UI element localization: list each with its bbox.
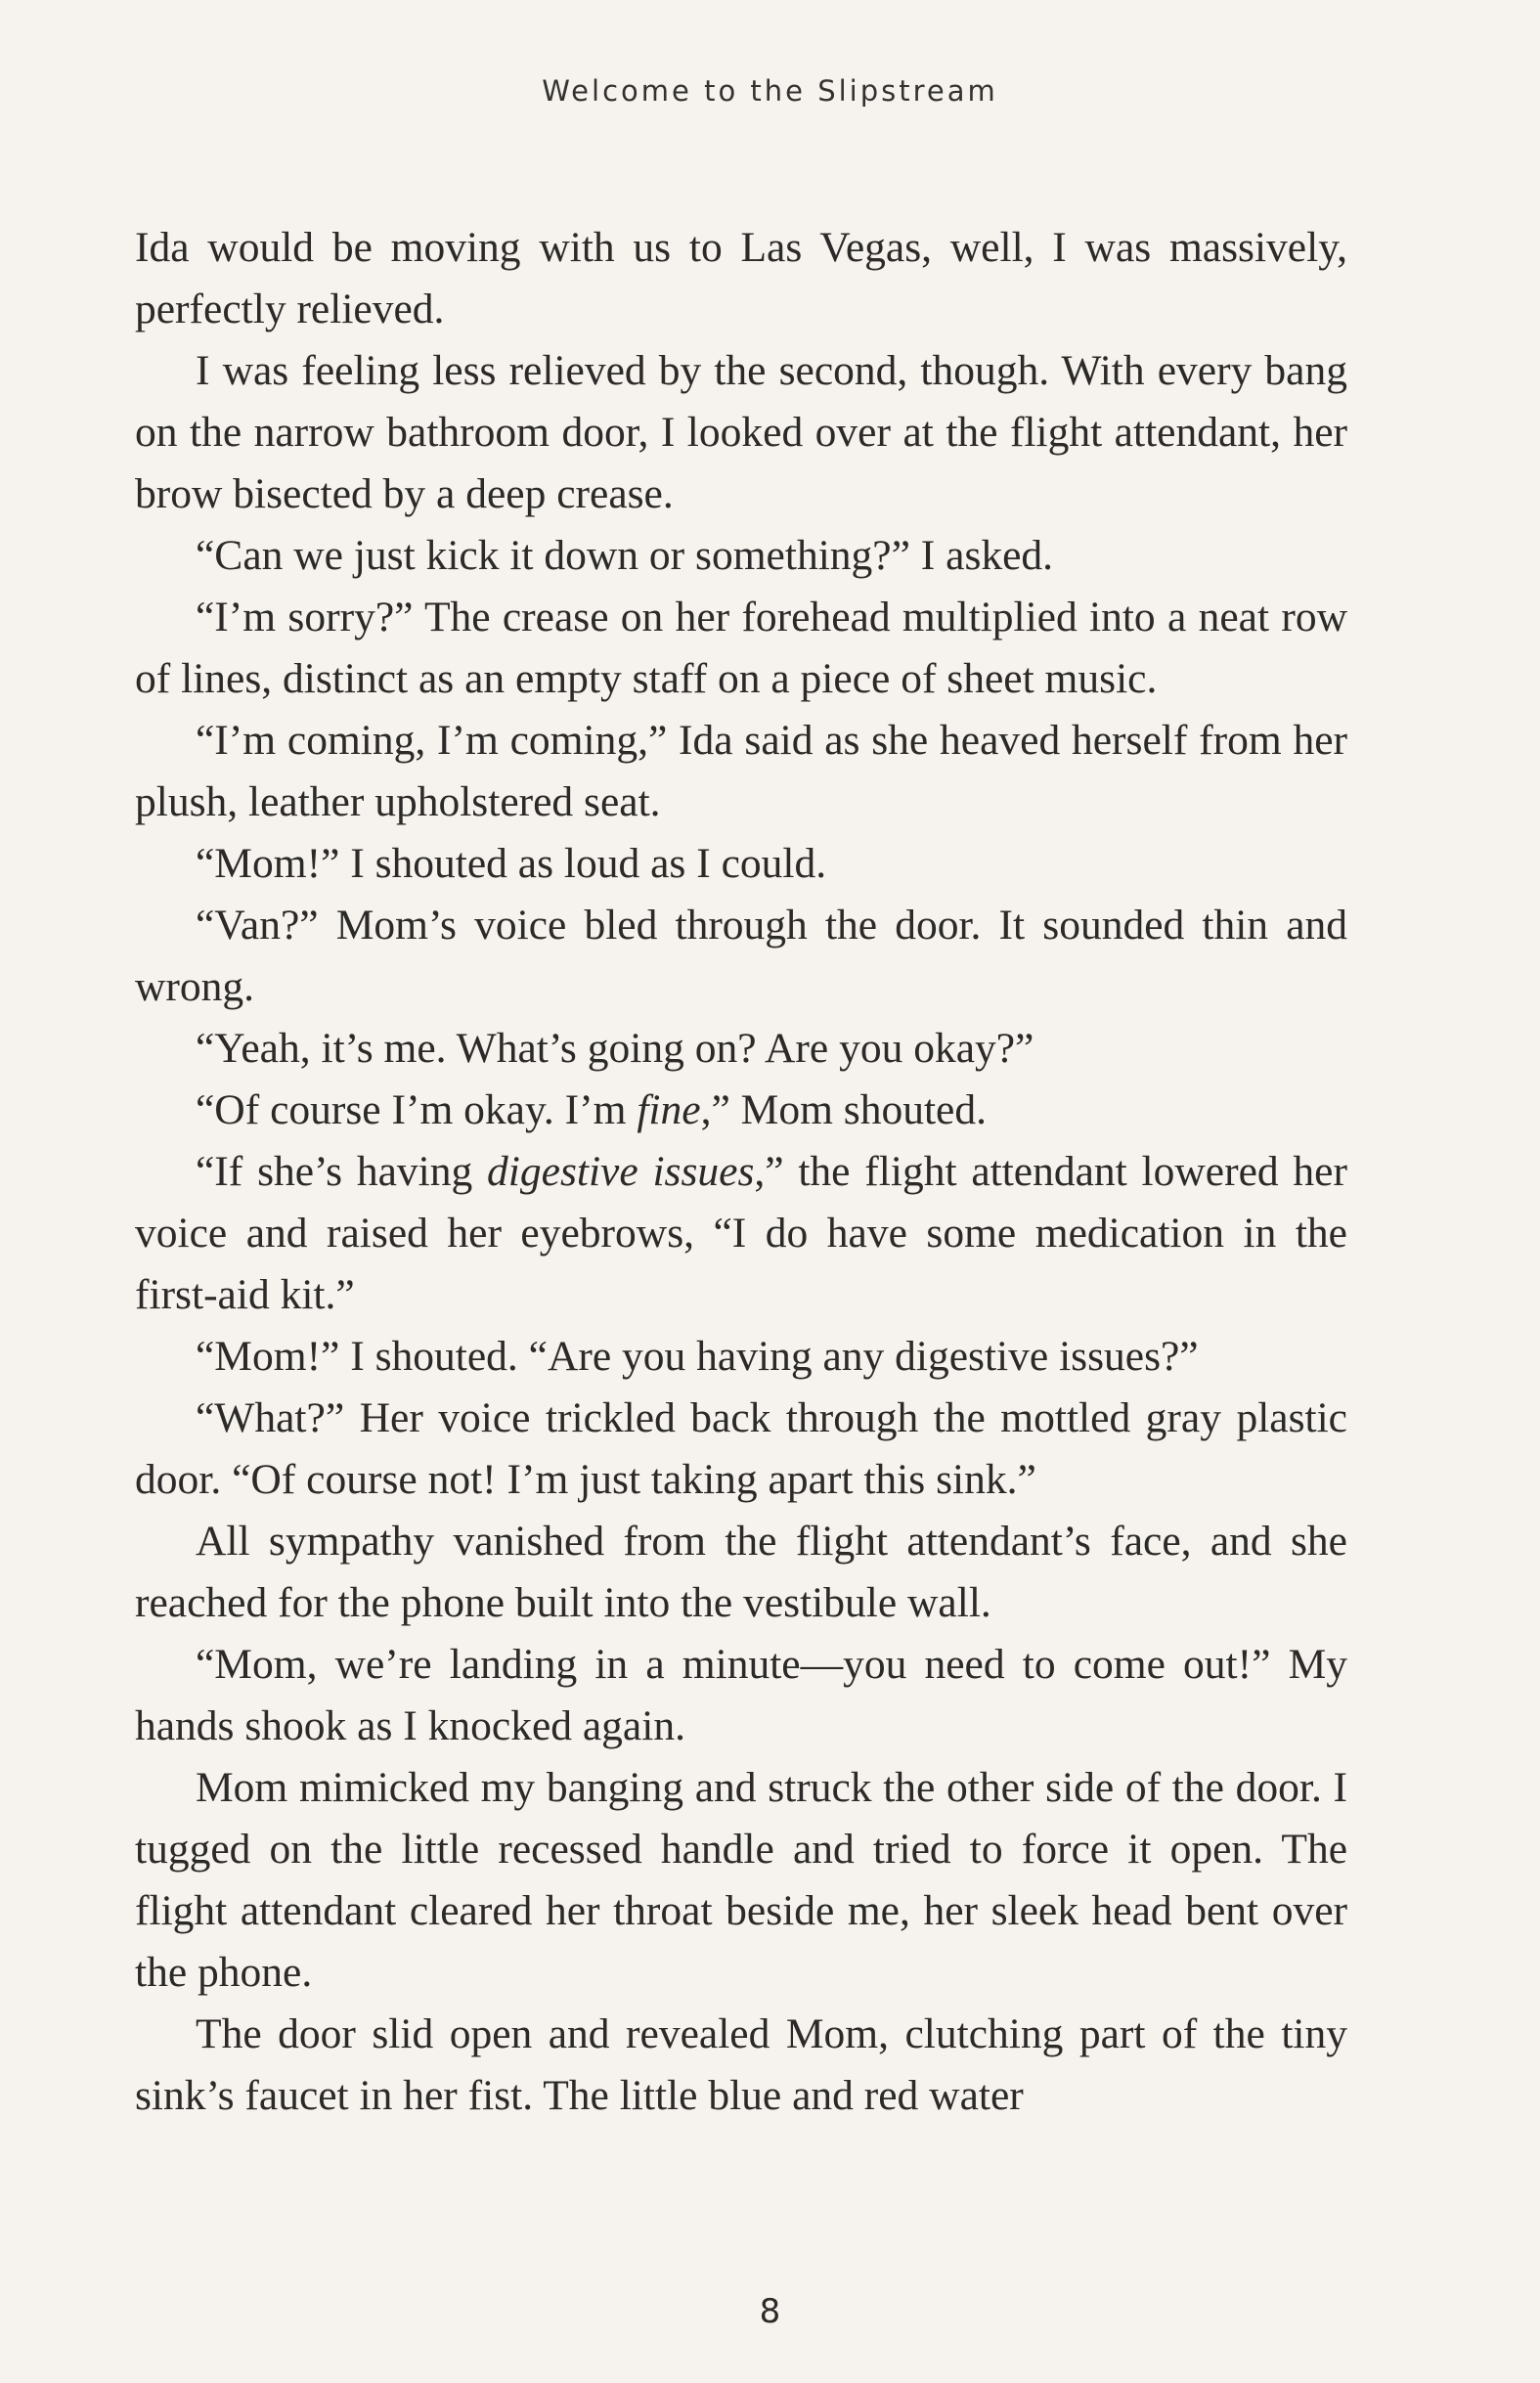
paragraph <box>135 1080 1347 1141</box>
paragraph: “Mom, we’re landing in a minute—you need to come out!” My hands shook as I knocked again. <box>135 1641 1347 1749</box>
italic-emphasis: fine <box>637 1086 701 1133</box>
paragraph: Mom mimicked my banging and struck the other side of the door. I tugged on the little recessed handle and tried to force it open. The flight attendant cleared her throat beside me, her sleek head bent over the phone. <box>135 1764 1347 1996</box>
text-run: “If she’s having <box>196 1148 488 1195</box>
text-run: ,” the flight attendant lowered her voice and raised her eyebrows, “I do have some medication in the first-aid kit.” <box>135 1148 1347 1318</box>
paragraph: All sympathy vanished from the flight attendant’s face, and she reached for the phone built into the vestibule wall. <box>135 1518 1347 1626</box>
paragraph: The door slid open and revealed Mom, clutching part of the tiny sink’s faucet in her fist. The little blue and red water <box>135 2010 1347 2119</box>
paragraph <box>135 1141 1347 1326</box>
paragraph: “I’m coming, I’m coming,” Ida said as she heaved herself from her plush, leather upholstered seat. <box>135 717 1347 825</box>
paragraph: I was feeling less relieved by the second, though. With every bang on the narrow bathroom door, I looked over at the flight attendant, her brow bisected by a deep crease. <box>135 347 1347 517</box>
paragraph: “Mom!” I shouted. “Are you having any digestive issues?” <box>196 1333 1199 1380</box>
paragraph: “What?” Her voice trickled back through the mottled gray plastic door. “Of course not! I’m just taking apart this sink.” <box>135 1394 1347 1503</box>
paragraph: “I’m sorry?” The crease on her forehead multiplied into a neat row of lines, distinct as an empty staff on a piece of sheet music. <box>135 594 1347 702</box>
paragraph: “Van?” Mom’s voice bled through the door. It sounded thin and wrong. <box>135 902 1347 1010</box>
body-text <box>135 217 1347 2127</box>
paragraph: Ida would be moving with us to Las Vegas, well, I was massively, perfectly relieved. <box>135 224 1347 332</box>
text-run: “Of course I’m okay. I’m <box>196 1086 638 1133</box>
text-run: ,” Mom shouted. <box>700 1086 987 1133</box>
page-number: 8 <box>759 2292 781 2331</box>
italic-emphasis: digestive issues <box>487 1148 755 1195</box>
paragraph: “Mom!” I shouted as loud as I could. <box>196 840 827 887</box>
running-head: Welcome to the Slipstream <box>542 74 998 108</box>
paragraph: “Can we just kick it down or something?” I asked. <box>196 532 1054 579</box>
paragraph: “Yeah, it’s me. What’s going on? Are you okay?” <box>196 1025 1034 1072</box>
